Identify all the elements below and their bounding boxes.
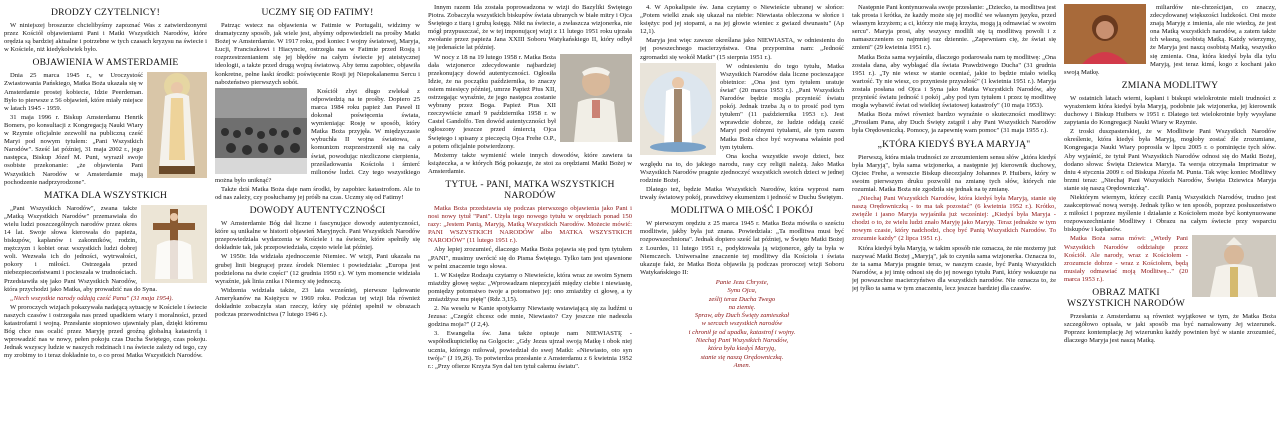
mary-statue-photo bbox=[147, 72, 207, 178]
tytul-paragraph-5: 3. Ewangelia św. Jana także opisuje nam NIEWIASTĘ - współodkupicielkę na Golgocie: „Gdy Jezus ujrzał swoją Matkę i obok niej ucznia, którego miłował, powiedział do swej Matki: «Niewiasto, oto syn twój»" (J 19,26). To potwierdza przesłanie z Amsterdamu z 6 kwietnia 1952 r.: „Przy ofierze Krzyża Syn dał ten tytuł całemu światu". bbox=[428, 330, 632, 370]
fatima-paragraph-3: Także dziś Matka Boża daje nam środki, by zapobiec katastrofom. Ale to od nas zależy, czy posłuchamy jej próśb na czas. Uczmy się od Fatimy! bbox=[215, 185, 420, 201]
heading-tytul-pani: TYTUŁ - PANI, MATKA WSZYSTKICH NARODÓW bbox=[445, 178, 615, 201]
column-1 bbox=[4, 4, 207, 432]
prayer-line: Synu Ojca, bbox=[727, 287, 757, 295]
modlitwa-paragraph-1: W pierwszym orędziu z 25 marca 1945 r. Matka Boża mówiła o sześciu modlitwie, jakby była już znana. Powiedziała: „Ta modlitwa musi być rozpowszechniona". Jednak dopiero sześć lat później, w Święto Matki Bożej z Lourdes, 11 lutego 1951 r., podyktowała ją wizjonerce, gdy ta była w Niemczech. Uniwersalne znaczenie tej modlitwy dla Kościoła i świata ukazuje fakt, że Matka Boża objawiła ją podczas proroczej wizji Soboru Watykańskiego II: bbox=[640, 220, 844, 276]
portrait-icon bbox=[1064, 4, 1146, 64]
prayer-line: i chronił je od upadku, katastrof i wojny. bbox=[688, 328, 796, 336]
heading-drodzy-czytelnicy: DRODZY CZYTELNICY! bbox=[50, 7, 161, 18]
pope-portrait-icon bbox=[560, 54, 632, 142]
mary-statue-icon bbox=[147, 72, 207, 178]
lady-of-all-nations-image bbox=[640, 63, 716, 155]
cross-icon bbox=[141, 205, 207, 283]
bishop-photo bbox=[1192, 235, 1276, 297]
fatima-paragraph-1: Patrząc wstecz na objawienia w Fatimie w Portugalii, widzimy w dramatyczny sposób, jak wiele jest, abyśmy odpowiedzieli na prośby Matki Bożej w Amsterdamie. W 1917 roku, pod koniec I wojny światowej, Maryja, Łucji, Franciszkowi i Hiacyncie, ostrzegła nas w Fatimie przed Rosją i rozprzestrzenianiem się jej błędów na całym świecie jej ateistycznej ideologii, a także przed drugą wojną światową. Aby temu zapobiec, objawiła konkretne, pełne łaski środki: poświęcenie Rosji jej Niepokalanemu Sercu i nabożeństwo pierwszych sobót. bbox=[215, 22, 420, 86]
column-4 bbox=[640, 4, 844, 432]
heading-dowody-autentycznosci: DOWODY AUTENTYCZNOŚCI bbox=[249, 205, 386, 217]
pope-pius-photo bbox=[560, 54, 632, 142]
column-3 bbox=[428, 4, 632, 432]
zmiana-paragraph-4: Matka Boża sama mówi: „Wtedy Pani Wszystkich Narodów oddziałuje przez Kościół. Ale narody, wraz z Kościołem - zrozumcie dobrze - wraz z Kościołem, będą musiały odmawiać moją Modlitwę..." (20 marca 1953 r.). bbox=[1064, 235, 1188, 283]
dowody-paragraph-1: W Amsterdamie Bóg dał liczne i fascynujące dowody autentyczności, które są unikalne w historii objawień Maryjnych. Pani Wszystkich Narodów przepowiedziała wydarzenia w Kościele i na świecie, które spełniły się dokładnie tak, jak przepowiedziała, często wiele lat później. bbox=[215, 220, 420, 252]
prayer-text bbox=[640, 279, 844, 370]
heading-zmiana-modlitwy: ZMIANA MODLITWY bbox=[1121, 79, 1219, 91]
kiedys-paragraph-1: Pierwszą, która miała trudności ze zrozumieniem sensu słów „która kiedyś była Maryją", była sama wizjonerka, a następnie jej kierownik duchowy, Ojciec Frehe, a wreszcie Biskup diecezjalny Johannes P. Huibers, który w swoim pierwszym druku pozwolił na zmianę tych słów, których nie rozumiał. Matka Boża nie zgodziła się jednak na tę zmianę. bbox=[852, 153, 1056, 193]
col3-paragraph-3: Możemy także wymienić wiele innych dowodów, które zawiera ta książeczka, a w których Bóg pokazuje, że stoi za orędziami Matki Bożej w Amsterdamie. bbox=[428, 151, 632, 175]
tytul-paragraph-1: Matka Boża przedstawia się podczas pierwszego objawienia jako Pani i nosi nowy tytuł "Pani". Użyła tego nowego tytułu w orędziach ponad 150 razy: „Jestem Panią, Maryją, Matką Wszystkich Narodów. Możecie mówić: PANI WSZYSTKICH NARODÓW albo MATKA WSZYSTKICH NARODÓW" (11 lutego 1951 r.). bbox=[428, 204, 632, 245]
lady-image-icon bbox=[640, 63, 716, 155]
matka-quote: „Niech wszystkie narody oddają cześć Panu" (31 maja 1954). bbox=[10, 294, 174, 302]
zmiana-paragraph-1: W ostatnich latach wierni, kapłani i biskupi wielokrotnie mieli trudności z wyrażeniem która kiedyś była Maryją, podobnie jak wizjonerka, jej kierownik duchowy i Biskup Huibers w 1951 r. Dlatego też wielokrotnie były wysyłane zapytania do Kongregacji Nauki Wiary w Rzymie. bbox=[1064, 94, 1276, 127]
dowody-paragraph-3: Widzenia widziała także, 23 lata wcześniej, pierwsze lądowanie Amerykanów na Księżycu w 1969 roku. Podczas tej wizji Ida również dokładnie zobaczyła stan rzeczy, który się później spełnił w obrazach podczas przewodnictwa (7 lutego 1946 r.). bbox=[215, 286, 420, 319]
column-5 bbox=[852, 4, 1056, 432]
column-2 bbox=[215, 4, 420, 432]
amsterdam-paragraph-2: 31 maja 1996 r. Biskup Amsterdamu Henrik Bomers, po konsultacji z Kongregacją Nauki Wiary w Rzymie oficjalnie zezwolił na publiczną cześć Maryi pod nowym tytułem: „Pani Wszystkich Narodów". Sześć lat później, 31 maja 2002 r., jego następca, Biskup Józef M. Punt, wyraził swoje osobiste przekonanie: „że objawienia Pani Wszystkich Narodów w Amsterdamie mają pochodzenie nadprzyrodzone". bbox=[4, 113, 143, 186]
matka-paragraph-1: „Pani Wszystkich Narodów", zwana także „Matką Wszystkich Narodów" przemawiała do wielu ludzi poszczególnych narodów przez okres 14 lat. Swoje słowa kierowała do papieża, biskupów, kapłanów i zakonników, rodzin, mężczyzn i kobiet oraz wszystkich ludzi dobrej woli. Wezwała ich do jedności, wytrwałości, pokory i miłości. Ostrzegała przed niebezpieczeństwami i pocieszała w trudnościach. Przedstawiła się jako Pani Wszystkich Narodów, która przychodzi jako Matka, aby prowadzić nas do Syna. bbox=[4, 204, 158, 293]
matka-paragraph-2: W proroczych wizjach pokazywała nadającą sytuację w Kościele i świecie naszych czasów i ostrzegała nas przed upadkiem wiary i moralności, przed katastrofami i wojną. Przesłanie stopniowo ujawniały plan, dzięki któremu Bóg chce nas ocalić przez Maryję przed groźną globalną katastrofą i wprowadzić nas w nowy, pełen pokoju czas Ducha Świętego, czas pokoju. Jednak wszyscy ludzie w naszych rodzinach i na świecie zależy od tego, czy my zrobimy to i teraz dokładnie to, o co prosi Matka Wszystkich Narodów. bbox=[4, 303, 207, 360]
col4-paragraph-2: Maryja jest więc zawsze określana jako NIEWIASTA, w odniesieniu do jej powszechnego macierzyństwa. Ona przypomina nam: „Jedność zgromadzi się wokół Matki" (15 sierpnia 1951 r.). bbox=[640, 37, 844, 61]
zmiana-paragraph-2: Z troski duszpasterskiej, że w Modlitwie Pani Wszystkich Narodów określenie, która kiedyś była Maryją, mogłoby zostać źle zrozumiane, Kongregacja Nauki Wiary poprosiła w lipcu 2005 r. o pominięcie tych słów. Aby wyjaśnić, że tytuł Pani Wszystkich Narodów odnosi się do Matki Bożej, dodano słowa: Święta Dziewica Maryja. Ta wersja otrzymała Imprimatur w dniu 4 stycznia 2009 r. od Biskupa Józefa M. Punta. Tak więc koniec Modlitwy brzmi teraz: „Niechaj Pani Wszystkich Narodów, Święta Dziewica Maryja stanie się naszą Orędowniczką". bbox=[1064, 128, 1276, 192]
col5-paragraph-1: Następnie Pani kontynuowała swoje przesłanie: „Dziecko, ta modlitwa jest tak prosta i krótka, że każdy może się jej modlić we własnym języku, przed własnym krzyżem; a ci, którzy nie mają krzyża, mogą ją odmawiać w swoim sercu". Maryja prosi, aby wszyscy modlili się tą modlitwą powoli i z namaszczeniem co najmniej raz dziennie. „Zapewniam cię, że świat się zmieni" (29 kwietnia 1951 r.). bbox=[852, 4, 1056, 52]
prayer-line: Spraw, aby Duch Święty zamieszkał bbox=[694, 312, 790, 320]
col6-top-paragraph: miliardów nie-chrześcijan, co znaczy, zdecydowanej większości ludzkości. Oni może znają Maryję z imienia, ale nie wiedzą, że jest ona Matką wszystkich narodów, a zatem także ich własną, osobistą Matką. Każdy wierzymy, że Maryja jest naszą osobistą Matką, wszystko się zmienia. Ona, która kiedyś była dla tylu Maryją, jest teraz kimś, kogo z kochani jako swoją Matkę. bbox=[1064, 4, 1276, 76]
col4-paragraph-4: Ona kocha wszystkie swoje dzieci, bez względu na to, do jakiego narodu, rasy czy religii należą. Jako Matka Wszystkich Narodów pragnie zjednoczyć wszystkich swoich dzieci w jednej rodzinie Bożej. bbox=[640, 152, 844, 184]
kiedys-paragraph-2: „Niechaj Pani Wszystkich Narodów, która kiedyś była Maryją, stanie się naszą Orędowniczką - to ma tak pozostać" (6 kwietnia 1952 r.). Krótko, zwięźle i jasno Maryja wyjaśniła już wcześniej: „Kiedyś była Maryja - chodzi o to, że wielu ludzi znało Maryję jako Maryję. Teraz jednakże w tym nowym czasie, który nadchodzi, chcę być Panią Wszystkich Narodów. To zrozumie każdy" (2 lipca 1951 r.). bbox=[852, 194, 1056, 243]
heading-obraz: OBRAZ MATKI WSZYSTKICH NARODÓW bbox=[1067, 287, 1185, 309]
prayer-line: Amen. bbox=[733, 361, 751, 369]
col5-paragraph-3: Matka Boża mówi również bardzo wyraźnie o skuteczności modlitwy: „Prosiłam Pana, aby Duch Święty zstąpił i aby Pani Wszystkich Narodów była Orędowniczką. Pomocy, ja zapewnię wam pomoc" (31 maja 1955 r.). bbox=[852, 111, 1056, 135]
prayer-line: Niechaj Pani Wszystkich Narodów, bbox=[695, 336, 789, 344]
col4-paragraph-1: 4. W Apokalipsie św. Jana czytamy o Niewieście ubranej w słońce: „Potem wielki znak się ukazał na niebie: Niewiasta obleczona w słońce i księżyc pod jej stopami, a na jej głowie wieniec z gwiazd dwunastu" (Ap 12,1). bbox=[640, 4, 844, 36]
col4-paragraph-5: Dlatego też, będzie Matka Wszystkich Narodów, która wyprosi nam trwały światowy pokój, prawdziwy ekumenizm i jedność w Duchu Świętym. bbox=[640, 186, 844, 202]
woman-portrait-photo bbox=[1064, 4, 1146, 64]
tytul-paragraph-3: 1. W Księdze Rodzaju czytamy o Niewieście, która wraz ze swoim Synem miażdży głowę węża: „Wprowadzam nieprzyjaźń między ciebie i niewiastę, pomiędzy potomstwo twoje a potomstwo jej: ono zmiażdży ci głowę, a ty zmiażdżysz mu piętę" (Rdz 3,15). bbox=[428, 271, 632, 303]
heading-ktora-kiedys-byla-maryja: „KTÓRA KIEDYŚ BYŁA MARYJĄ" bbox=[877, 138, 1031, 150]
intro-paragraph: W niniejszej broszurze chcielibyśmy zapoznać Was z zatwierdzonymi przez Kościół objawieniami Pani i Matki Wszystkich Narodów, które orędzia są bardziej aktualne i potrzebne w tych czasach kryzysu na świecie i w Kościele, niż kiedykolwiek było. bbox=[4, 22, 207, 54]
column-6 bbox=[1064, 4, 1276, 432]
prayer-line: na ziemię. bbox=[728, 303, 756, 311]
amsterdam-paragraph-1: Dnia 25 marca 1945 r., w Uroczystość Zwiastowania Pańskiego, Matka Boża ukazała się w Amsterdamie prostej kobiecie, Idzie Peerdeman. Było to pierwsze z 56 objawień, które miały miejsce w latach 1945 - 1959. bbox=[4, 72, 143, 112]
prayer-line: w sercach wszystkich narodów bbox=[701, 320, 783, 328]
kiedys-paragraph-3: Która kiedyś była Maryją, w takim sposób nie oznacza, że nie możemy już nazywać Matki Bożej „Maryją", jak to czyniła sama wizjonerka. Oznacza to, że ta sama Maryja pragnie teraz, w naszym czasie, być Panią Wszystkich Narodów, a jej imię odnosi się do jej nowego tytułu Pani, który wskazuje na jej powszechne macierzyństwo dla wszystkich narodów. Nie oznacza to, że jej tylko ta sama w tym znaczeniu, lecz jeszcze bardziej dla czasów. bbox=[852, 244, 1056, 292]
prayer-line: która była kiedyś Maryją, bbox=[708, 345, 776, 353]
heading-modlitwa: MODLITWA O MIŁOŚĆ I POKÓJ bbox=[670, 205, 814, 217]
prayer-line: ześlij teraz Ducha Twego bbox=[708, 295, 776, 303]
cross-image bbox=[141, 205, 207, 283]
col5-paragraph-2: Matka Boża sama wyjaśniła, dlaczego podarowała nam tę modlitwę: „Ona została dana, aby wybłagać dla świata Prawdziwego Ducha" (31 grudnia 1951 r.). „Ty nie wiesz w stanie oceniać, jakie to będzie miało wielką wartość. Ty nie wiesz, co przyniesie przyszłość" (1 kwietnia 1951 r.). Maryja została posłana od Ojca i Syna jako Matka Wszystkich Narodów, aby przynieść światu jedność i pokój „aby pod tym tytułem i przez tę modlitwę mogła wybawić świat od wielkiej światowej katastrofy" (10 maja 1953). bbox=[852, 53, 1056, 110]
col3-paragraph-2: W nocy z 18 na 19 lutego 1958 r. Matka Boża dała wizjonerce zdecydowanie najbardziej przekonujący dowód autentyczności. Ogłosiła Idzie, że na początku października, to znaczy osiem miesięcy później, umrze Papież Pius XII, ostrzegając wyraźnie, że jego następca zostanie wybrany przez Boga. Papież Pius XII rzeczywiście zmarł 9 października 1958 r. w Castel Gandolfo. Ten dowód autentyczności był ogłoszony jeszcze przed śmiercią Ojca Świętego i spisany z pieczęcią Ojca Frehe O.P., a potem oficjalnie potwierdzony. bbox=[428, 53, 556, 150]
zmiana-paragraph-3: Niektórym wiernym, którzy czcili Panią Wszystkich Narodów, trudno jest zaakceptować nową wersję. Jednak tylko w ten sposób, poprzez posłuszeństwo z miłości i poprzez myślenie i działanie z Kościołem może być kontynuowane rozpowszechnianie Modlitwy i Obrazu na całym świecie przy wsparciu biskupów i kapłanów. bbox=[1064, 193, 1276, 234]
heading-objawienia: OBJAWIENIA W AMSTERDAMIE bbox=[32, 57, 179, 69]
vatican-council-photo bbox=[215, 88, 307, 174]
obraz-paragraph-1: Przesłania z Amsterdamu są również wyjątkowe w tym, że Matka Boża szczegółowo opisała, w jaki sposób ma być namalowany Jej wizerunek. Poprzez kontemplację Jej wizerunku każdy powinien być w stanie zrozumieć, dlaczego Maryja jest naszą Matką. bbox=[1064, 313, 1276, 345]
heading-matka-dla-wszystkich: MATKA DLA WSZYSTKICH bbox=[43, 189, 168, 201]
dowody-paragraph-2: W 1950r. Ida widziała zjednoczenie Niemiec. W wizji, Pani ukazała na grubej linii biegnącej przez środek Niemiec i powiedziała: „Europa jest podzielona na dwie części" (12 grudnia 1950 r.). W tym momencie widziała wyraźnie, jak linia znika i Niemcy się jednoczą. bbox=[215, 253, 420, 285]
fatima-paragraph-2: Kościół zbyt długo zwlekał z odpowiedzią na te prośby. Dopiero 25 marca 1984 roku papież Jan Paweł II dokonał poświęcenia świata, wymieniając Rosję w sposób, który Matka Boża przyjęła. W międzyczasie wybuchła II wojna światowa, a komunizm rozprzestrzenił się na cały świat, powodując niezliczone cierpienia, prześladowania Kościoła i śmierć milionów ludzi. Czy tego wszystkiego można było uniknąć? bbox=[215, 87, 420, 184]
tytul-paragraph-2: Aby lepiej zrozumieć, dlaczego Matka Boża pojawia się pod tym tytułem „PANI", musimy uwrócić się do Pisma Świętego. Tylko tam jest ujawnione w pełni znaczenie tego słowa. bbox=[428, 246, 632, 270]
heading-uczmy-sie-od-fatimy: UCZMY SIĘ OD FATIMY! bbox=[261, 7, 374, 18]
col3-paragraph-1: Innym razem Ida została poprowadzona w wizji do Bazyliki Świętego Piotra. Zobaczyła wszystkich biskupów świata ubranych w białe mitry i Ojca Świętego z tiarą i grubą księgą. Nikt na świecie, a zwłaszcza wizjonerka, nie mógł przypuszczać, że w tej imponującej wizji z 11 lutego 1951 roku ujrzała zwołanie przez papieża Jana XXIII Soboru Watykańskiego II, który odbył się jedenaście lat później. bbox=[428, 4, 632, 52]
col4-paragraph-3: W odniesieniu do tego tytułu, Matka Wszystkich Narodów dała liczne pocieszające obietnice: „Ona jest tym tytułem uratuje świat" (20 marca 1953 r.). „Pani Wszystkich Narodów będzie mogła przynieść światu pokój. Jednak trzeba Ją o to prosić pod tym tytułem" (11 października 1953 r.). Jest wprawdzie dobrze, że ludzie oddają cześć Maryi pod różnymi tytułami, ale tym razem Matka Boża chce być wzywana właśnie pod tym tytułem. bbox=[720, 62, 844, 151]
tytul-paragraph-4: 2. Na weselu w Kanie spotykamy Niewiastę wstawiającą się za ludźmi u Jezusa: „Czegóż chcesz ode mnie, Niewiasto? Czy jeszcze nie nadeszła godzina moja?" (J 2,4). bbox=[428, 305, 632, 329]
prayer-line: Panie Jezu Chryste, bbox=[715, 278, 769, 286]
prayer-line: stanie się naszą Orędowniczką. bbox=[700, 353, 784, 361]
bishop-icon bbox=[1192, 235, 1276, 297]
crowd-icon bbox=[215, 88, 307, 174]
